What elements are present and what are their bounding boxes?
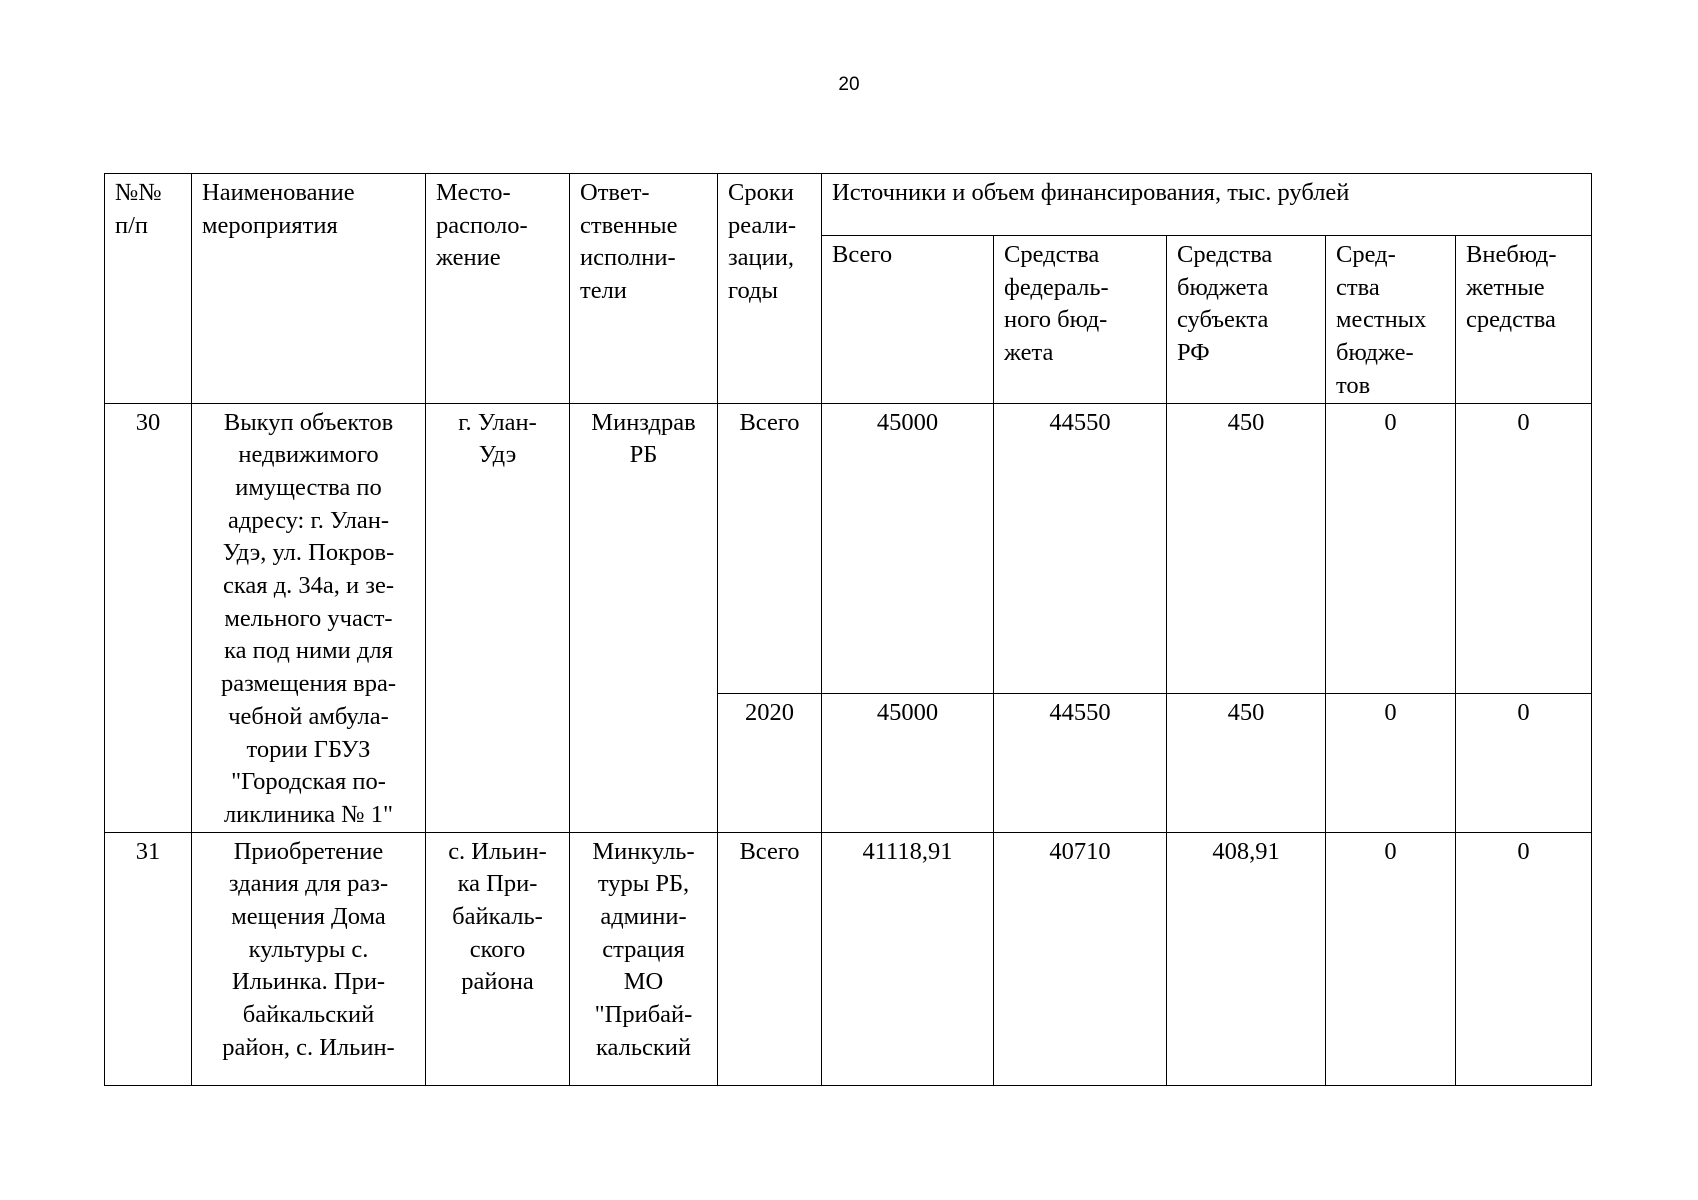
row-num: 31 bbox=[105, 832, 192, 1085]
row-num: 30 bbox=[105, 403, 192, 832]
row-total: 45000 bbox=[822, 403, 994, 693]
page-number: 20 bbox=[838, 74, 860, 95]
row-subject: 450 bbox=[1167, 403, 1326, 693]
row-subject: 450 bbox=[1167, 693, 1326, 832]
row-federal: 44550 bbox=[994, 403, 1167, 693]
row-federal: 40710 bbox=[994, 832, 1167, 1085]
row-location: г. Улан- Удэ bbox=[426, 403, 570, 832]
row-local: 0 bbox=[1326, 403, 1456, 693]
row-total: 41118,91 bbox=[822, 832, 994, 1085]
header-num: №№ п/п bbox=[105, 174, 192, 404]
row-term: Всего bbox=[718, 403, 822, 693]
row-offbudget: 0 bbox=[1456, 693, 1592, 832]
header-name: Наименование мероприятия bbox=[192, 174, 426, 404]
header-terms: Сроки реали- зации, годы bbox=[718, 174, 822, 404]
row-term: 2020 bbox=[718, 693, 822, 832]
row-local: 0 bbox=[1326, 832, 1456, 1085]
row-responsible: Минздрав РБ bbox=[570, 403, 718, 832]
header-subject: Средства бюджета субъекта РФ bbox=[1167, 236, 1326, 404]
header-federal: Средства федераль- ного бюд- жета bbox=[994, 236, 1167, 404]
row-federal: 44550 bbox=[994, 693, 1167, 832]
header-local: Сред- ства местных бюдже- тов bbox=[1326, 236, 1456, 404]
table-row bbox=[105, 832, 1592, 1085]
row-total: 45000 bbox=[822, 693, 994, 832]
row-name: Выкуп объектов недвижимого имущества по адресу: г. Улан- Удэ, ул. Покров- ская д. 34а, и зе- мельного участ- ка под ними для размещения вра- чебной амбула- тории ГБУЗ "Городская по- ликлиника № 1" bbox=[192, 403, 426, 832]
row-name: Приобретение здания для раз- мещения Дома культуры с. Ильинка. При- байкальский район, с. Ильин- bbox=[192, 832, 426, 1085]
header-offbudget: Внебюд- жетные средства bbox=[1456, 236, 1592, 404]
row-local: 0 bbox=[1326, 693, 1456, 832]
table-header-row bbox=[105, 174, 1592, 236]
row-location: с. Ильин- ка При- байкаль- ского района bbox=[426, 832, 570, 1085]
header-total: Всего bbox=[822, 236, 994, 404]
header-location: Место- располо- жение bbox=[426, 174, 570, 404]
row-offbudget: 0 bbox=[1456, 832, 1592, 1085]
table-row bbox=[105, 403, 1592, 693]
header-responsible: Ответ- ственные исполни- тели bbox=[570, 174, 718, 404]
row-offbudget: 0 bbox=[1456, 403, 1592, 693]
row-responsible: Минкуль- туры РБ, админи- страция МО "Прибай- кальский bbox=[570, 832, 718, 1085]
row-subject: 408,91 bbox=[1167, 832, 1326, 1085]
header-funding-group: Источники и объем финансирования, тыс. рублей bbox=[822, 174, 1592, 236]
financing-table bbox=[104, 173, 1592, 1086]
row-term: Всего bbox=[718, 832, 822, 1085]
